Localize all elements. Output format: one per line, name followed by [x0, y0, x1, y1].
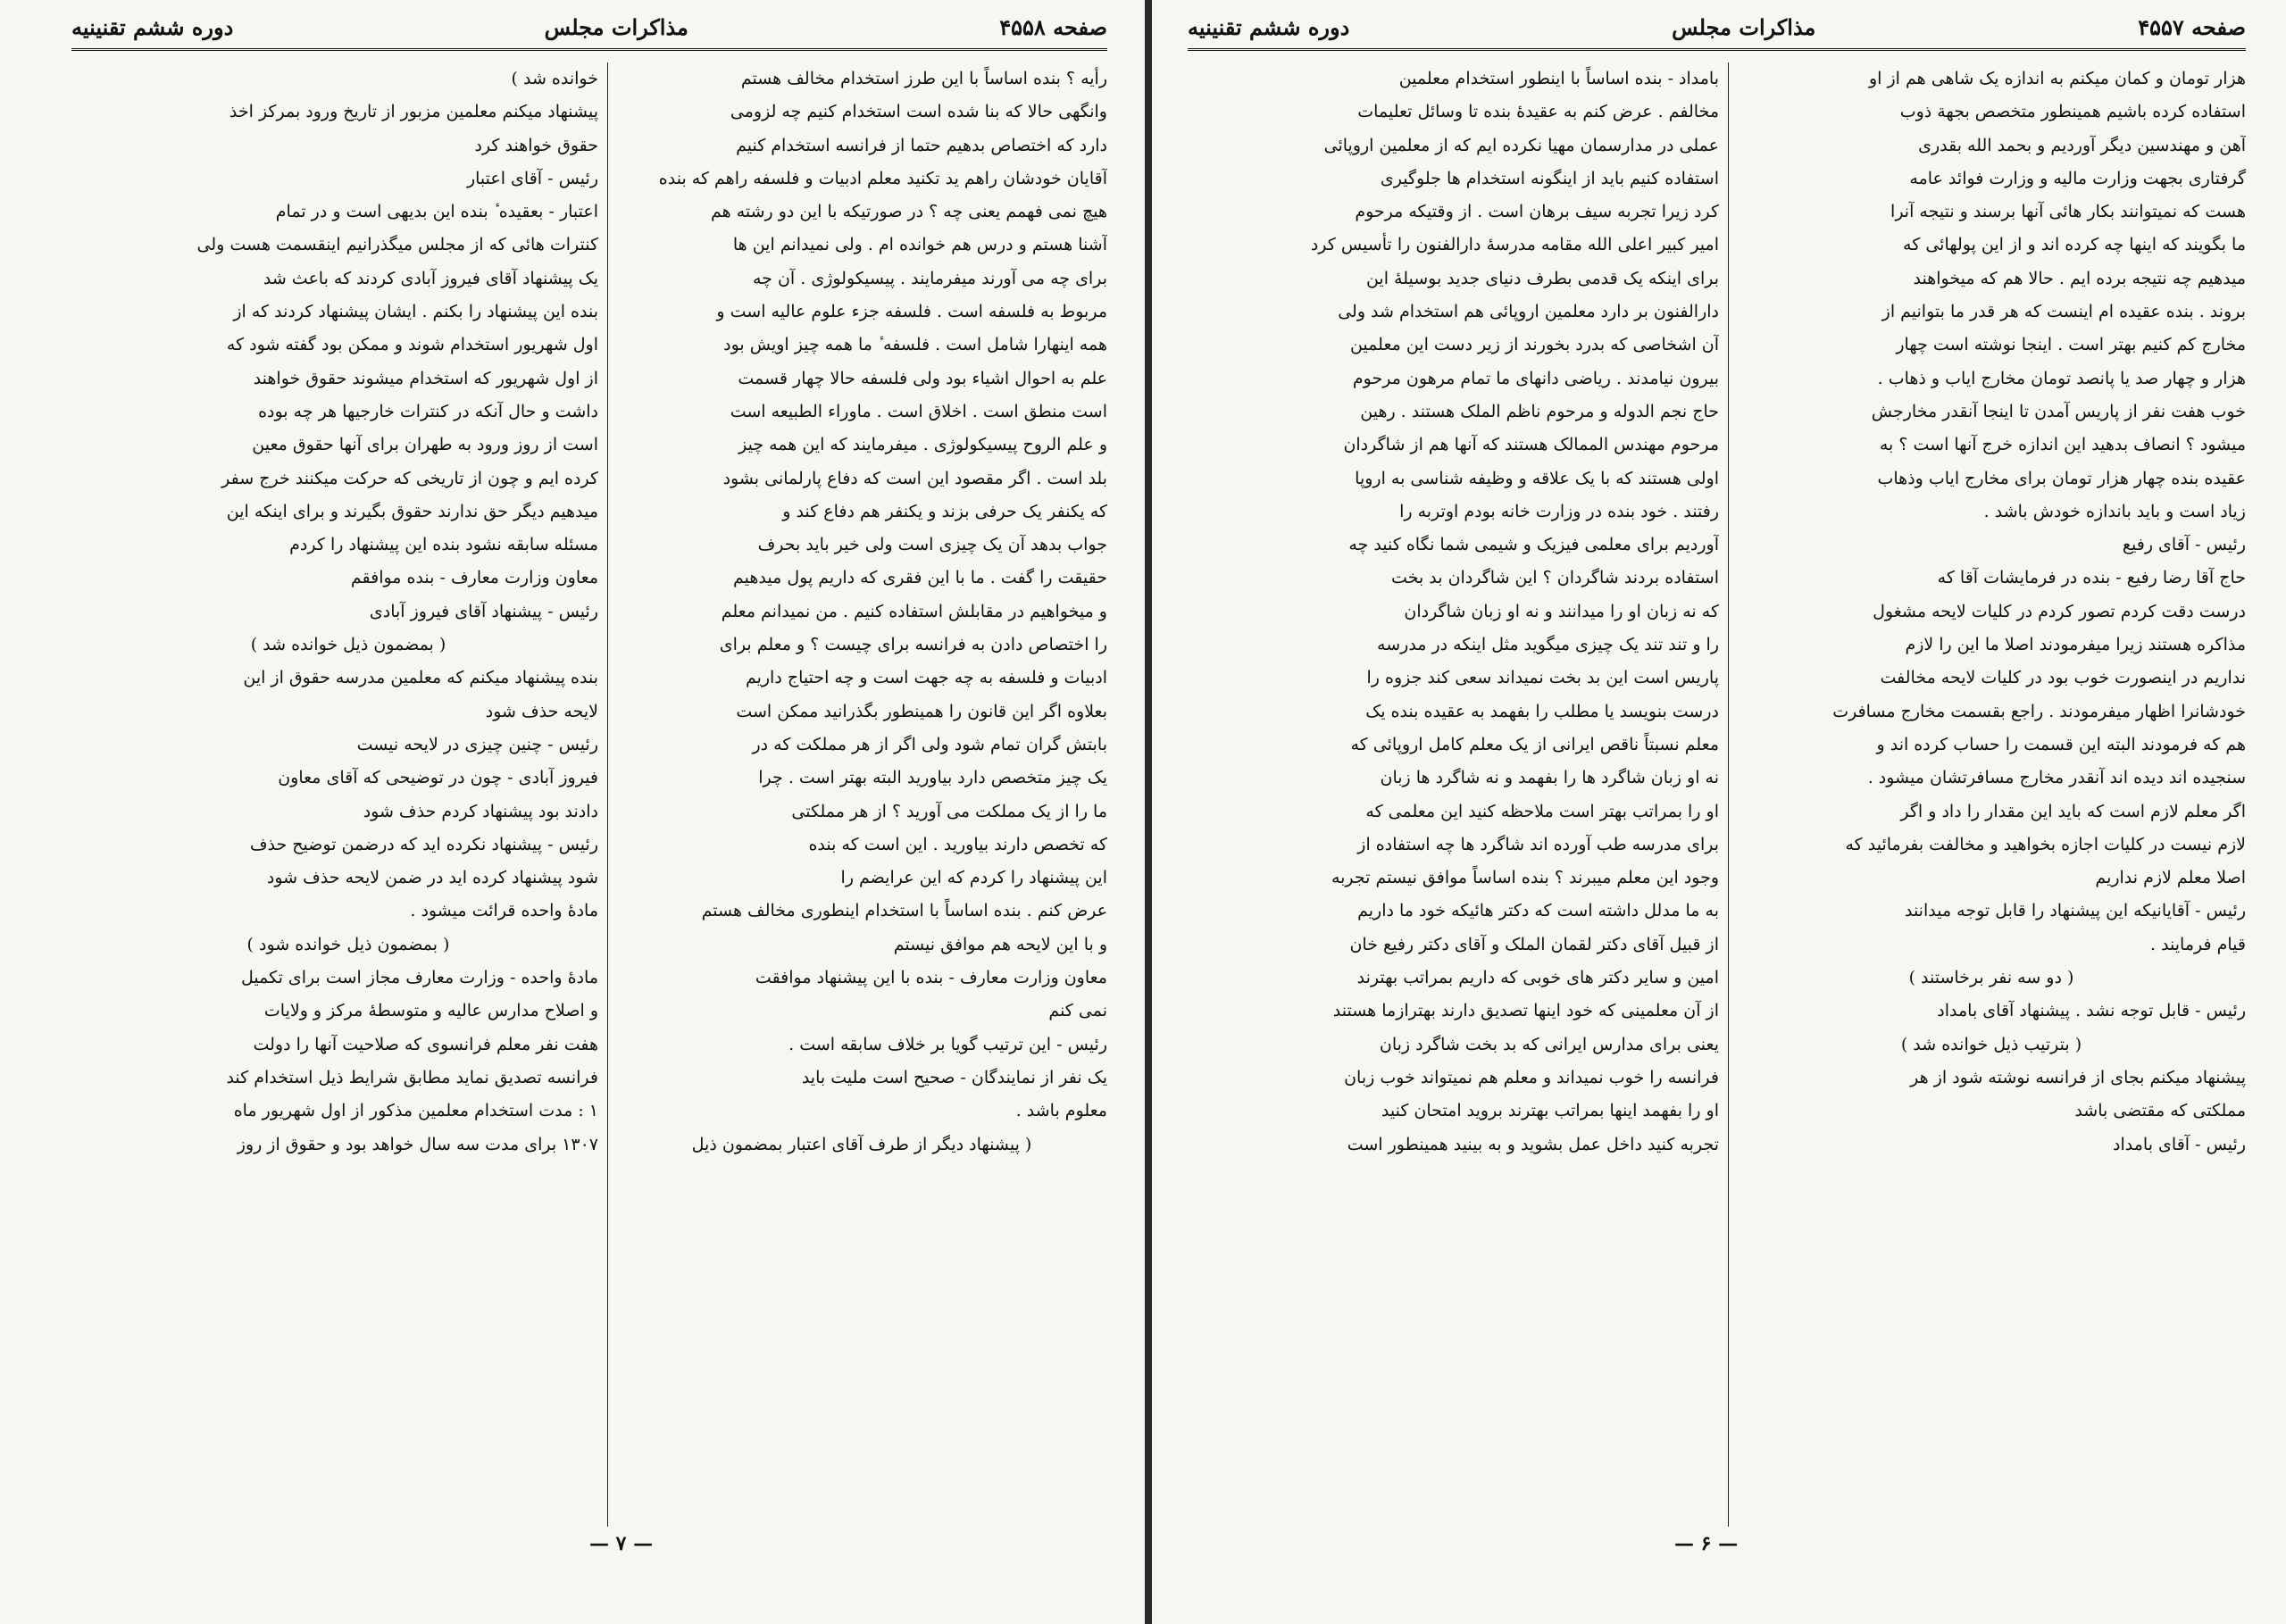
text-line: اصلا معلم لازم نداریم: [2095, 868, 2246, 888]
text-line: از قبیل آقای دکتر لقمان الملک و آقای دکتر رفیع خان: [1349, 934, 1719, 954]
text-line: دارالفنون بر دارد معلمین اروپائی هم استخدام شد ولی: [1338, 302, 1719, 322]
text-line: دارد که اختصاص بدهیم حتما از فرانسه استخدام کنیم: [736, 135, 1107, 155]
text-line: دادند بود پیشنهاد کردم حذف شود: [363, 801, 598, 821]
column-divider: [1728, 62, 1729, 1527]
text-line: هیچ نمی فهمم یعنی چه ؟ در صورتیکه با این دو رشته هم: [711, 202, 1107, 222]
text-line: رئیس - آقای رفیع: [2122, 535, 2246, 555]
text-line: رئیس - آقای اعتبار: [466, 168, 598, 188]
text-line: ۱ : مدت استخدام معلمین مذکور از اول شهریور ماه: [233, 1101, 598, 1121]
session-title: دوره ششم تقنینیه: [71, 13, 234, 40]
header-rule: [1188, 48, 2246, 51]
text-line: قیام فرمایند .: [2149, 934, 2246, 954]
text-line: فرانسه را خوب نمیداند و معلم هم نمیتواند خوب زبان: [1344, 1067, 1719, 1087]
text-line: رئیس - چنین چیزی در لایحه نیست: [356, 734, 598, 754]
text-line: شود پیشنهاد کرده اید در ضمن لایحه حذف شود: [266, 868, 598, 888]
text-column-left: [1188, 62, 1719, 1527]
text-line: رئیس - این ترتیب گویا بر خلاف سابقه است .: [788, 1034, 1107, 1054]
page-number: — ۶ —: [1674, 1532, 1739, 1555]
text-line: بروند . بنده عقیده ام اینست که هر قدر ما بتوانیم از: [1881, 302, 2246, 322]
text-line: درست دقت کردم تصور کردم در کلیات لایحه مشغول: [1873, 601, 2246, 621]
text-line: مربوط به فلسفه است . فلسفه جزء علوم عالیه است و: [716, 302, 1107, 322]
text-line: مادهٔ واحده - وزارت معارف مجاز است برای تکمیل: [240, 968, 598, 988]
text-line: همه اینهارا شامل است . فلسفه ٔ ما همه چیز اویش بود: [723, 335, 1107, 355]
text-line: امین و سایر دکتر های خوبی که داریم بمراتب بهترند: [1356, 968, 1719, 988]
text-column-right: [616, 62, 1107, 1527]
text-line: حقوق خواهند کرد: [474, 135, 598, 155]
text-line: که تخصص دارند بیاورید . این است که بنده: [808, 834, 1107, 854]
text-line: نداریم در اینصورت خوب بود در کلیات لایحه مخالفت: [1880, 668, 2246, 688]
text-line: ( بمضمون ذیل خوانده شود ): [246, 934, 450, 954]
text-line: که نه زبان او را میدانند و نه او زبان شاگردان: [1404, 601, 1719, 621]
text-line: رئیس - قابل توجه نشد . پیشنهاد آقای بامداد: [1937, 1001, 2246, 1021]
text-line: ( دو سه نفر برخاستند ): [1908, 968, 2074, 988]
text-line: و علم الروح پیسیکولوژی . میفرمایند که این همه چیز: [738, 435, 1107, 455]
text-line: گرفتاری بجهت وزارت مالیه و وزارت فوائد عامه: [1909, 168, 2246, 188]
text-line: آهن و مهندسین دیگر آوردیم و بحمد الله بقدری: [1918, 135, 2246, 155]
text-line: سنجیده اند دیده اند آنقدر مخارج مسافرتشان میشود .: [1867, 768, 2246, 788]
text-line: میشود ؟ انصاف بدهید این اندازه خرج آنها است ؟ به: [1879, 435, 2246, 455]
text-line: ۱۳۰۷ برای مدت سه سال خواهد بود و حقوق از روز: [237, 1134, 598, 1154]
text-line: مخالفم . عرض کنم به عقیدهٔ بنده تا وسائل تعلیمات: [1357, 102, 1719, 122]
text-line: حاج آقا رضا رفیع - بنده در فرمایشات آقا که: [1937, 568, 2246, 588]
text-line: لازم نیست در کلیات اجازه بخواهید و مخالفت بفرمائید که: [1845, 834, 2246, 854]
book-gutter: [1145, 0, 1152, 1624]
text-line: آوردیم برای معلمی فیزیک و شیمی شما نگاه کنید چه: [1348, 535, 1719, 555]
text-line: بنده این پیشنهاد را بکنم . ایشان پیشنهاد کردند که از: [233, 302, 598, 322]
text-line: حقیقت را گفت . ما با این فقری که داریم پول میدهیم: [733, 568, 1107, 588]
text-line: و میخواهیم در مقابلش استفاده کنیم . من نمیدانم معلم: [721, 601, 1107, 621]
text-line: خوب هفت نفر از پاریس آمدن تا اینجا آنقدر مخارجش: [1871, 401, 2246, 421]
text-line: پیشنهاد میکنم بجای از فرانسه نوشته شود از هر: [1910, 1067, 2246, 1087]
text-line: مسئله سابقه نشود بنده این پیشنهاد را کردم: [289, 535, 598, 555]
text-line: است از روز ورود به طهران برای آنها حقوق معین: [252, 435, 598, 455]
text-line: رئیس - آقایانیکه این پیشنهاد را قابل توجه میدانند: [1904, 901, 2246, 921]
text-line: کنترات هائی که از مجلس میگذرانیم اینقسمت هست ولی: [196, 235, 598, 255]
text-line: آشنا هستم و درس هم خوانده ام . ولی نمیدانم این ها: [732, 235, 1107, 255]
text-line: بابتش گران تمام شود ولی اگر از هر مملکت که در: [752, 734, 1107, 754]
page-header: [71, 9, 1107, 45]
session-title: دوره ششم تقنینیه: [1188, 13, 1350, 40]
text-line: بامداد - بنده اساساً با اینطور استخدام معلمین: [1398, 69, 1719, 88]
text-line: مذاکره هستند زیرا میفرمودند اصلا ما این را لازم: [1905, 635, 2246, 655]
text-line: عملی در مدارسمان مهیا نکرده ایم که از معلمین اروپائی: [1323, 135, 1719, 155]
text-line: حاج نجم الدوله و مرحوم ناظم الملک هستند . رهین: [1360, 401, 1719, 421]
text-line: جواب بدهد آن یک چیزی است ولی خیر باید بحرف: [757, 535, 1107, 555]
text-line: پاریس است این بد بخت نمیداند سعی کند جزوه را: [1366, 668, 1719, 688]
text-line: را اختصاص دادن به فرانسه برای چیست ؟ و معلم برای: [719, 635, 1107, 655]
text-line: از آن معلمینی که خود اینها تصدیق دارند بهترازما هستند: [1332, 1001, 1719, 1021]
text-line: رئیس - پیشنهاد نکرده اید که درضمن توضیح حذف: [249, 834, 598, 854]
text-line: فیروز آبادی - چون در توضیحی که آقای معاون: [278, 768, 598, 788]
text-line: مملکتی که مقتضی باشد: [2074, 1101, 2246, 1121]
text-column-right: [1737, 62, 2246, 1527]
text-line: عرض کنم . بنده اساساً با استخدام اینطوری مخالف هستم: [701, 901, 1107, 921]
text-line: لایحه حذف شود: [485, 701, 598, 721]
text-line: را و تند تند یک چیزی میگوید مثل اینکه در مدرسه: [1377, 635, 1719, 655]
text-line: معلم نسبتاً ناقص ایرانی از یک معلم کامل اروپائی که: [1350, 734, 1719, 754]
text-line: هفت نفر معلم فرانسوی که صلاحیت آنها را دولت: [253, 1034, 598, 1054]
text-line: مادهٔ واحده قرائت میشود .: [410, 901, 598, 921]
text-line: هزار و چهار صد یا پانصد تومان مخارج ایاب و ذهاب .: [1877, 368, 2246, 388]
text-line: معاون وزارت معارف - بنده با این پیشنهاد موافقت: [755, 968, 1107, 988]
text-line: وانگهی حالا که بنا شده است استخدام کنیم چه لزومی: [730, 102, 1107, 122]
text-line: و با این لایحه هم موافق نیستم: [893, 934, 1107, 954]
text-line: مخارج کم کنیم بهتر است . اینجا نوشته است چهار: [1896, 335, 2246, 355]
text-line: این پیشنهاد را کردم که این عرایضم را: [840, 868, 1107, 888]
text-line: نه او زبان شاگرد ها را بفهمد و نه شاگرد ها زبان: [1380, 768, 1719, 788]
header-rule: [71, 48, 1107, 51]
text-line: استفاده بردند شاگردان ؟ این شاگردان بد بخت: [1391, 568, 1719, 588]
text-line: یعنی برای مدارس ایرانی که بد بخت شاگرد زبان: [1379, 1034, 1719, 1054]
page-label: صفحه ۴۵۵۷: [2138, 13, 2246, 40]
text-line: ما را از یک مملکت می آورید ؟ از هر مملکتی: [791, 801, 1107, 821]
page-label: صفحه ۴۵۵۸: [999, 13, 1107, 40]
text-line: هزار تومان و کمان میکنم به اندازه یک شاهی هم از او: [1869, 69, 2246, 88]
text-line: امیر کبیر اعلی الله مقامه مدرسهٔ دارالفنون را تأسیس کرد: [1310, 235, 1719, 255]
text-line: نمی کنم: [1048, 1001, 1107, 1021]
text-line: برای مدرسه طب آورده اند شاگرد ها چه استفاده از: [1357, 834, 1719, 854]
text-line: بیرون نیامدند . ریاضی دانهای ما تمام مرهون مرحوم: [1352, 368, 1719, 388]
text-line: به ما مدلل داشته است که دکتر هائیکه خود ما داریم: [1357, 901, 1719, 921]
text-line: هست که نمیتوانند بکار هائی آنها برسند و نتیجه آنرا: [1890, 202, 2246, 222]
text-line: مرحوم مهندس الممالک هستند که آنها هم از شاگردان: [1343, 435, 1719, 455]
running-title: مذاکرات مجلس: [1672, 13, 1816, 40]
text-line: رئیس - آقای بامداد: [2113, 1134, 2246, 1154]
text-line: اولی هستند که با یک علاقه و وظیفه شناسی به اروپا: [1355, 468, 1719, 488]
page-header: [1188, 9, 2246, 45]
text-line: خودشانرا اظهار میفرمودند . راجع بقسمت مخارج مسافرت: [1832, 701, 2246, 721]
text-line: وجود این معلم میبرند ؟ بنده اساساً موافق نیستم تجربه: [1331, 868, 1719, 888]
text-line: که یکنفر یک حرفی بزند و یکنفر هم دفاع کند و: [782, 501, 1107, 521]
text-line: ( پیشنهاد دیگر از طرف آقای اعتبار بمضمون ذیل: [691, 1134, 1032, 1154]
text-column-left: [98, 62, 598, 1527]
text-line: هم که فرمودند البته این قسمت را حساب کرده اند و: [1876, 734, 2246, 754]
text-line: آن اشخاصی که بدرد بخورند از زیر دست این معلمین: [1349, 335, 1719, 355]
text-line: عقیده بنده چهار هزار تومان برای مخارج ایاب وذهاب: [1877, 468, 2246, 488]
text-line: یک نفر از نمایندگان - صحیح است ملیت باید: [801, 1067, 1107, 1087]
text-line: خوانده شد ): [511, 69, 598, 88]
text-line: بلد است . اگر مقصود این است که دفاع پارلمانی بشود: [722, 468, 1107, 488]
text-line: داشت و حال آنکه در کنترات خارجیها هر چه بوده: [258, 401, 598, 421]
text-line: پیشنهاد میکنم معلمین مزبور از تاریخ ورود بمرکز اخذ: [229, 102, 598, 122]
text-line: است منطق است . اخلاق است . ماوراء الطبیعه است: [730, 401, 1107, 421]
text-line: میدهیم دیگر حق ندارند حقوق بگیرند و برای اینکه این: [226, 501, 598, 521]
text-line: او را بمراتب بهتر است ملاحظه کنید این معلمی که: [1365, 801, 1719, 821]
text-line: از اول شهریور که استخدام میشوند حقوق خواهند: [253, 368, 598, 388]
text-line: یک پیشنهاد آقای فیروز آبادی کردند که باعث شد: [263, 268, 598, 288]
text-line: استفاده کرده باشیم همینطور متخصص بجهة ذوب: [1899, 102, 2246, 122]
text-line: کرد زیرا تجربه سیف برهان است . از وقتیکه مرحوم: [1355, 202, 1719, 222]
text-line: بنده پیشنهاد میکنم که معلمین مدرسه حقوق از این: [243, 668, 598, 688]
text-line: و اصلاح مدارس عالیه و متوسطهٔ مرکز و ولایات: [263, 1001, 598, 1021]
column-divider: [607, 62, 608, 1527]
text-line: برای چه می آورند میفرمایند . پیسیکولوژی . آن چه: [753, 268, 1107, 288]
text-line: یک چیز متخصص دارد بیاورید البته بهتر است . چرا: [758, 768, 1107, 788]
text-line: درست بنویسد یا مطلب را بفهمد به عقیده بنده یک: [1365, 701, 1719, 721]
text-line: رئیس - پیشنهاد آقای فیروز آبادی: [369, 601, 598, 621]
text-line: فرانسه تصدیق نماید مطابق شرایط ذیل استخدام کند: [226, 1067, 598, 1087]
text-line: اول شهریور استخدام شوند و ممکن بود گفته شود که: [226, 335, 598, 355]
text-line: برای اینکه یک قدمی بطرف دنیای جدید بوسیلهٔ این: [1365, 268, 1719, 288]
text-line: اعتبار - بعقیده ٔ بنده این بدیهی است و در تمام: [275, 202, 598, 222]
text-line: ( بترتیب ذیل خوانده شد ): [1900, 1034, 2082, 1054]
text-line: تجربه کنید داخل عمل بشوید و به بینید همینطور است: [1347, 1134, 1719, 1154]
text-line: ( بمضمون ذیل خوانده شد ): [250, 635, 446, 655]
text-line: ما بگویند که اینها چه کرده اند و از این پولهائی که: [1903, 235, 2246, 255]
text-line: ادبیات و فلسفه به چه جهت است و چه احتیاج داریم: [745, 668, 1107, 688]
running-title: مذاکرات مجلس: [544, 13, 688, 40]
text-line: او را بفهمد اینها بمراتب بهترند بروید امتحان کنید: [1381, 1101, 1719, 1121]
text-line: معاون وزارت معارف - بنده موافقم: [350, 568, 598, 588]
page-number: — ۷ —: [589, 1532, 654, 1555]
text-line: استفاده کنیم باید از اینگونه استخدام ها جلوگیری: [1380, 168, 1719, 188]
text-line: زیاد است و باید باندازه خودش باشد .: [1983, 501, 2246, 521]
text-line: رأیه ؟ بنده اساساً با این طرز استخدام مخالف هستم: [740, 69, 1107, 88]
text-line: کرده ایم و چون از تاریخی که حرکت میکنند خرج سفر: [221, 468, 598, 488]
text-line: علم به احوال اشیاء بود ولی فلسفه حالا چهار قسمت: [738, 368, 1107, 388]
text-line: بعلاوه اگر این قانون را همینطور بگذرانید ممکن است: [736, 701, 1107, 721]
page-4557: [1152, 0, 2286, 1624]
text-line: معلوم باشد .: [1015, 1101, 1107, 1121]
text-line: رفتند . خود بنده در وزارت خانه بودم اوتربه را: [1399, 501, 1719, 521]
text-line: اگر معلم لازم است که باید این مقدار را داد و اگر: [1900, 801, 2246, 821]
text-line: آقایان خودشان راهم ید تکنید معلم ادبیات و فلسفه راهم که بنده: [658, 168, 1107, 188]
text-line: میدهیم چه نتیجه برده ایم . حالا هم که میخواهند: [1913, 268, 2246, 288]
